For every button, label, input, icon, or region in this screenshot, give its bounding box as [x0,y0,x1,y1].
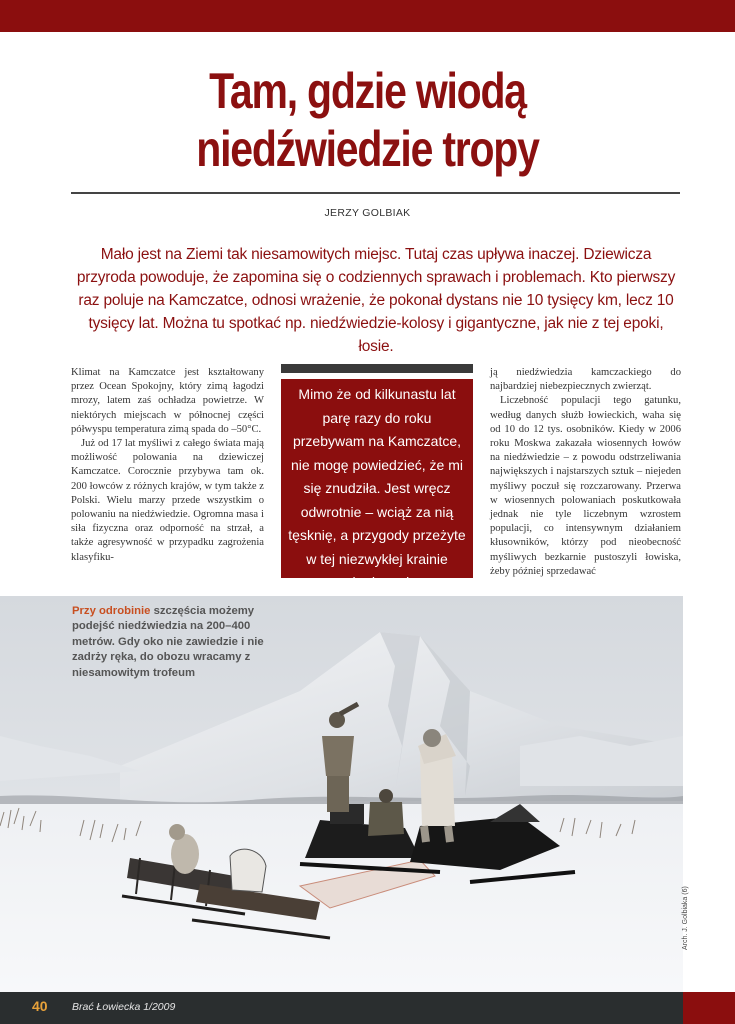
caption-text: szczęścia możemy podejść niedźwiedzia na 200–400 metrów. Gdy oko nie zawiedzie i nie zadrży ręka, do obozu wracamy z niesamowitym trofeum [72,605,264,679]
top-color-bar [0,0,735,32]
pull-quote: Mimo że od kilkunastu lat parę razy do roku przebywam na Kamczatce, nie mogę powiedzieć, że mi się znudziła. Jest wręcz odwrotnie – wciąż za nią tęsknię, a przygody przeżyte w tej niezwykłej krainie wracają do mnie we [281,379,473,578]
photo-caption [72,604,272,681]
photo-credit: Arch. J. Golbiaka (6) [682,886,689,950]
article-title [66,62,669,178]
title-line-1: Tam, gdzie wiodą [209,63,526,119]
body-column-3 [490,366,681,579]
title-line-2: niedźwiedzie tropy [196,121,539,177]
magazine-issue: Brać Łowiecka 1/2009 [72,1001,176,1013]
body-paragraph: ją niedźwiedzia kamczackiego do najbardziej niebezpiecznych zwierząt. [490,367,681,393]
body-paragraph: Klimat na Kamczatce jest kształtowany przez Ocean Spokojny, który zimą łagodzi mrozy, latem zaś ochładza powietrze. W niektórych miejscach w północnej części półwyspu temperatura zimą spada do –50°C. [71,367,264,435]
body-column-1 [71,366,264,565]
lead-paragraph: Mało jest na Ziemi tak niesamowitych miejsc. Tutaj czas upływa inaczej. Dziewicza przyroda powoduje, że zapomina się o codziennych sprawach i problemach. Kto pierwszy raz poluje na Kamczatce, odnosi wrażenie, że pokonał dystans nie 10 tysięcy km, lecz 10 tysięcy lat. Można tu spotkać np. niedźwiedzie-kolosy i gigantyczne, jak nie z tej epoki, łosie. [76,246,676,355]
footer-accent [683,992,735,1024]
title-divider [71,192,680,194]
page-number: 40 [32,998,48,1014]
body-paragraph: Już od 17 lat myśliwi z całego świata mają możliwość polowania na dziewiczej Kamczatce. Corocznie przybywa tam ok. 200 łowców z różnych krajów, w tym także z Polski. Wielu marzy przede wszystkim o polowaniu na niedźwiedzie. Ogromna masa i siła fizyczna oraz odporność na strzał, a także agresywność w przypadku zagrożenia klasyfiku- [71,438,264,563]
caption-highlight: Przy odrobinie [72,605,151,617]
body-paragraph: Liczebność populacji tego gatunku, według danych służb łowieckich, waha się od 10 do 12 tys. osobników. Kiedy w 2006 roku Moskwa zakazała wiosennych łowów na niedźwiedzie – z powodu odstrzeliwania największych i najstarszych sztuk – niejeden myśliwy poczuł się rozczarowany. Przerwa w wiosennych polowaniach poskutkowała jednak nie tyle liczebnym wzrostem populacji, co intensywnym działaniem kłusowników, którzy pod nieobecność myśliwych bezkarnie pustoszyli łowiska, żeby później sprzedawać [490,395,681,577]
pull-quote-top-bar [281,364,473,373]
author-byline: JERZY GOLBIAK [324,207,411,219]
